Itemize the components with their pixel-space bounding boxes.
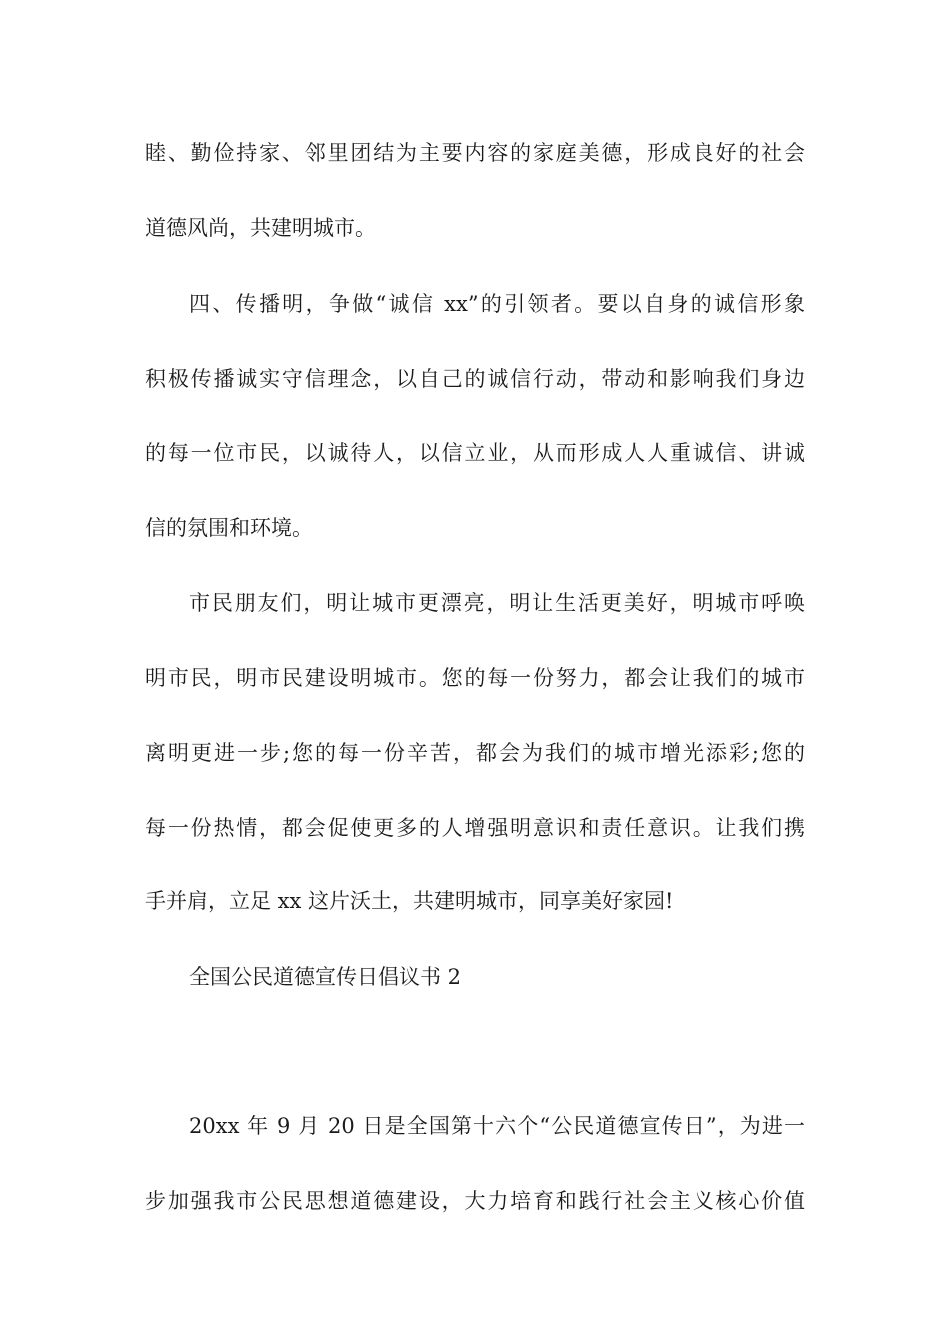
paragraph-start-line: 20xx 年 9 月 20 日是全国第十六个“公民道德宣传日”，为进一 xyxy=(189,1114,805,1138)
section-title: 全国公民道德宣传日倡议书 2 xyxy=(189,965,462,989)
text-line: 明市民，明市民建设明城市。您的每一份努力，都会让我们的城市 xyxy=(145,666,805,690)
text-line: 步加强我市公民思想道德建设，大力培育和践行社会主义核心价值 xyxy=(145,1189,805,1213)
text-line: 的每一位市民，以诚待人，以信立业，从而形成人人重诚信、讲诚 xyxy=(145,441,805,465)
text-line: 离明更进一步;您的每一份辛苦，都会为我们的城市增光添彩;您的 xyxy=(145,741,805,765)
paragraph-start-line: 市民朋友们，明让城市更漂亮，明让生活更美好，明城市呼唤 xyxy=(189,591,805,615)
text-line: 每一份热情，都会促使更多的人增强明意识和责任意识。让我们携 xyxy=(145,816,805,840)
text-line: 积极传播诚实守信理念，以自己的诚信行动，带动和影响我们身边 xyxy=(145,367,805,391)
text-line: 睦、勤俭持家、邻里团结为主要内容的家庭美德，形成良好的社会 xyxy=(145,141,805,165)
text-line: 手并肩，立足 xx 这片沃土，共建明城市，同享美好家园! xyxy=(145,889,674,913)
text-line: 道德风尚，共建明城市。 xyxy=(145,216,376,240)
paragraph-start-line: 四、传播明，争做“诚信 xx”的引领者。要以自身的诚信形象 xyxy=(189,292,805,316)
text-line: 信的氛围和环境。 xyxy=(145,516,313,540)
